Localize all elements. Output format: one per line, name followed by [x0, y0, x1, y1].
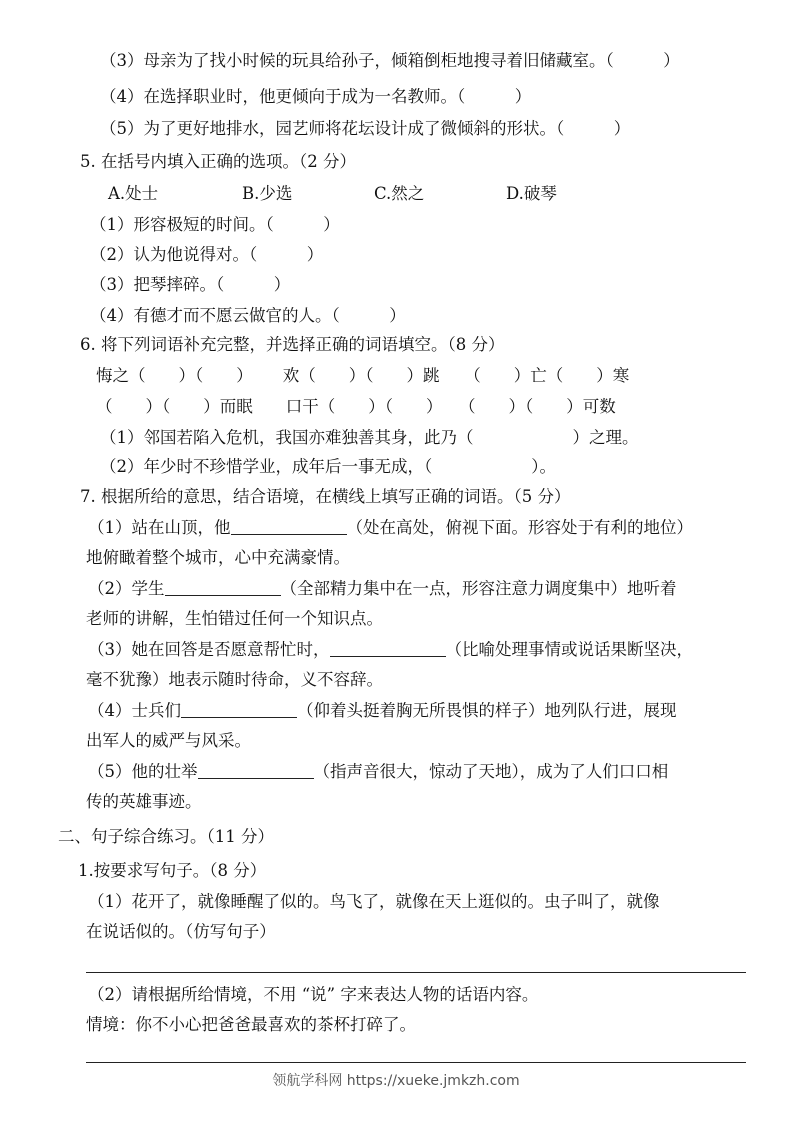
q5-option-a: A.处士 — [108, 184, 159, 203]
q7-item-2-blank[interactable] — [165, 579, 281, 596]
section2-item-1-line2: 在说话似的。（仿写句子） — [86, 922, 276, 941]
q7-item-2-line1 — [88, 578, 677, 600]
q7-item-4-line2: 出军人的威严与风采。 — [86, 731, 251, 750]
section2-sub1: 1.按要求写句子。（8 分） — [78, 861, 267, 880]
q7-item-4-prefix: （4）士兵们 — [88, 701, 181, 720]
q4-item-4: （4）在选择职业时，他更倾向于成为一名教师。（ ） — [100, 87, 532, 106]
q7-item-1-line2: 地俯瞰着整个城市，心中充满豪情。 — [86, 548, 350, 567]
q5-item-3: （3）把琴摔碎。（ ） — [90, 275, 291, 294]
answer-line-2[interactable] — [86, 1062, 746, 1063]
q5-option-c: C.然之 — [374, 184, 425, 203]
q7-item-5-prefix: （5）他的壮举 — [88, 762, 198, 781]
q7-item-3-hint: （比喻处理事情或说话果断坚决， — [445, 640, 693, 659]
q7-item-3-blank[interactable] — [330, 640, 446, 657]
q7-item-4-blank[interactable] — [181, 701, 297, 718]
q7-item-5-line2: 传的英雄事迹。 — [86, 792, 202, 811]
q7-item-1-blank[interactable] — [231, 518, 347, 535]
q4-item-3: （3）母亲为了找小时候的玩具给孙子，倾箱倒柜地搜寻着旧储藏室。（ ） — [100, 51, 680, 70]
section2-item-2-line1: （2）请根据所给情境，不用 “说” 字来表达人物的话语内容。 — [88, 985, 539, 1004]
q7-item-5-hint: （指声音很大，惊动了天地），成为了人们口口相 — [313, 762, 669, 781]
section2-item-1-line1: （1）花开了，就像睡醒了似的。鸟飞了，就像在天上逛似的。虫子叫了，就像 — [88, 892, 660, 911]
q5-item-1: （1）形容极短的时间。（ ） — [90, 215, 340, 234]
q5-option-d: D.破琴 — [506, 184, 557, 203]
q7-item-2-hint: （全部精力集中在一点，形容注意力调度集中）地听着 — [280, 579, 677, 598]
q4-item-5: （5）为了更好地排水，园艺师将花坛设计成了微倾斜的形状。（ ） — [100, 119, 631, 138]
q7-item-1-prefix: （1）站在山顶，他 — [88, 518, 231, 537]
q6-title: 6. 将下列词语补充完整，并选择正确的词语填空。（8 分） — [80, 335, 505, 354]
q7-item-4-hint: （仰着头挺着胸无所畏惧的样子）地列队行进，展现 — [297, 701, 677, 720]
q7-item-2-line2: 老师的讲解，生怕错过任何一个知识点。 — [86, 609, 383, 628]
q6-item-2: （2）年少时不珍惜学业，成年后一事无成，（ ）。 — [100, 457, 556, 476]
q7-item-5-line1 — [88, 761, 668, 783]
q7-item-1-hint: （处在高处，俯视下面。形容处于有利的地位） — [346, 518, 693, 537]
q7-item-3-line1 — [88, 639, 693, 661]
q5-option-b: B.少选 — [242, 184, 293, 203]
section2-title: 二、句子综合练习。（11 分） — [58, 827, 274, 846]
q7-item-3-line2: 毫不犹豫）地表示随时待命，义不容辞。 — [86, 670, 383, 689]
q6-words-row1: 悔之（ ）（ ） 欢（ ）（ ）跳 （ ）亡（ ）寒 — [96, 366, 630, 385]
section2-item-2-scenario: 情境：你不小心把爸爸最喜欢的茶杯打碎了。 — [86, 1015, 416, 1034]
q7-item-4-line1 — [88, 700, 677, 722]
q6-words-row2: （ ）（ ）而眠 口干（ ）（ ） （ ）（ ）可数 — [96, 397, 616, 416]
q7-item-1-line1 — [88, 517, 693, 539]
q6-item-1: （1）邻国若陷入危机，我国亦难独善其身，此乃（ ）之理。 — [100, 428, 639, 447]
q5-options — [0, 183, 792, 205]
q5-item-4: （4）有德才而不愿云做官的人。（ ） — [90, 306, 406, 325]
q7-item-5-blank[interactable] — [198, 762, 314, 779]
answer-line-1[interactable] — [86, 972, 746, 973]
q7-item-3-prefix: （3）她在回答是否愿意帮忙时， — [88, 640, 330, 659]
q7-item-2-prefix: （2）学生 — [88, 579, 165, 598]
q5-title: 5. 在括号内填入正确的选项。（2 分） — [80, 152, 356, 171]
q5-item-2: （2）认为他说得对。（ ） — [90, 245, 324, 264]
page-footer: 领航学科网 https://xueke.jmkzh.com — [272, 1073, 520, 1089]
q7-title: 7. 根据所给的意思，结合语境，在横线上填写正确的词语。（5 分） — [80, 487, 571, 506]
